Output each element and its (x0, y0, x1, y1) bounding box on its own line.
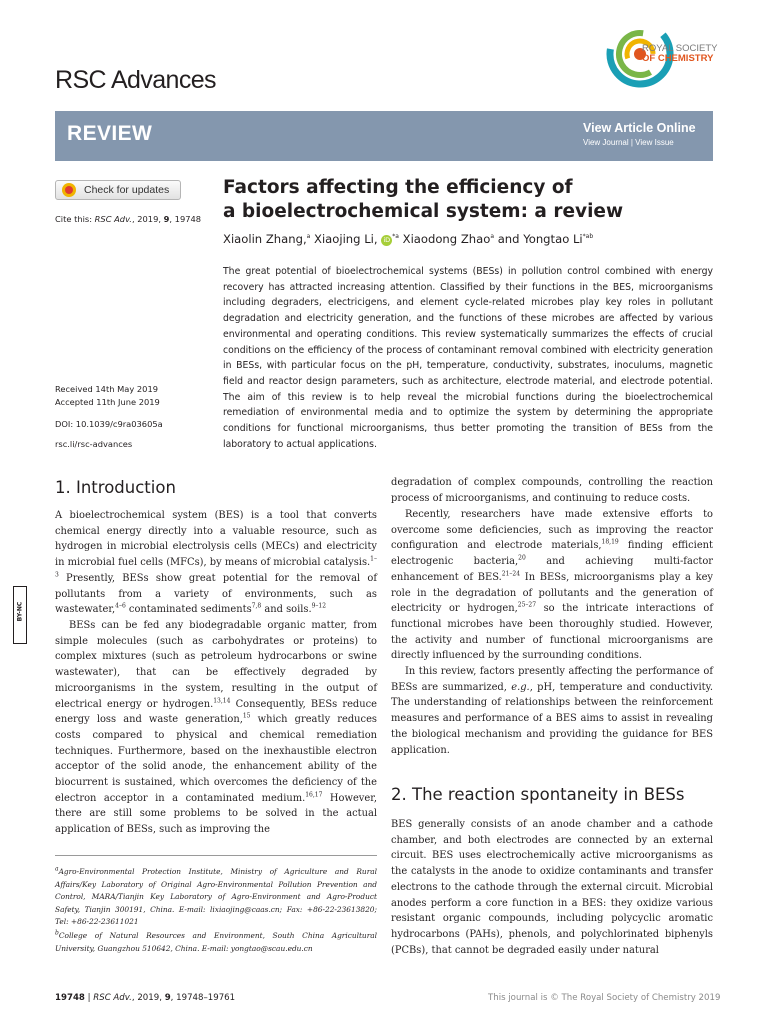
title-line-2: a bioelectrochemical system: a review (223, 201, 624, 222)
title-line-1: Factors affecting the efficiency of (223, 177, 573, 198)
section-heading-introduction: 1. Introduction (55, 478, 176, 497)
footer-sep: | (84, 993, 94, 1003)
author-affil: *ab (582, 233, 594, 241)
footer-pages: , 19748–19761 (170, 993, 236, 1003)
intro-paragraph-5: In this review, factors presently affecting the performance of BESs are summarized, e.g., pH, temperature and conductivity. The understanding of relationships between the reinforcement measures and performance of a BES aims to assist in revealing the biological mechanism and providing the guidance for BES application. (391, 666, 713, 756)
abstract: The great potential of bioelectrochemical systems (BESs) in pollution control combined with energy recovery has attracted increasing attention. Classified by their functions in the BES, microorganisms including degraders, electricigens, and element cycle-related microbes play key roles in pollutant degradation and electricity generation, and the functions of these microbes are affected by various environmental and operating conditions. This review systematically summarizes the effects of crucial conditions on the efficiency of the process of contaminant removal combined with electricity generation in BESs, with particular focus on the pH, temperature, conductivity, substrates, inoculums, magnetic field and reactor design parameters, such as architecture, electrode material, and electrode potential. The aim of this review is to help reveal the microbial functions during the bioelectrochemical remediation of environmental media and to optimize the system by determining the appropriate conditions for functional microorganisms, thus better promoting the transition of BESs from the laboratory to actual applications. (223, 266, 713, 450)
doi[interactable]: DOI: 10.1039/c9ra03605a (55, 419, 163, 429)
author-name[interactable]: and Yongtao Li (494, 232, 583, 246)
article-type-label: REVIEW (67, 122, 153, 145)
citation-ref[interactable]: 18,19 (601, 539, 619, 547)
review-banner (55, 111, 713, 161)
article-title (223, 176, 683, 224)
page-footer-citation (55, 993, 235, 1003)
author-list (223, 232, 593, 246)
received-date: Received 14th May 2019 (55, 384, 158, 394)
rsc-logo-line1: ROYAL SOCIETY (642, 43, 718, 54)
author-affil: a (490, 233, 495, 241)
page-number: 19748 (55, 993, 85, 1003)
cc-license-text: BY-NC (16, 601, 24, 622)
citation-ref[interactable]: 1–3 (55, 555, 377, 579)
footer-volume: 9 (164, 993, 171, 1003)
rsc-logo-text (642, 44, 718, 64)
footer-year: , 2019, (131, 993, 165, 1003)
footnote-a-marker: a (55, 865, 59, 873)
footnote-a-text: Agro-Environmental Protection Institute, Ministry of Agriculture and Rural Affairs/Key Laboratory of Original Agro-Environmental Pollution Prevention and Control, MARA/Tianjin Key Laboratory of Agro-Environment and Agro-Product Safety, Tianjin 300191, China. E-mail: lixiaojing@caas.cn; Fax: +86-22-23613820; Tel: +86-22-23611021 (55, 867, 377, 927)
citation-ref[interactable]: 4–6 (115, 602, 126, 610)
check-updates-label[interactable]: Check for updates (84, 184, 170, 196)
footnote-b-marker: b (55, 929, 59, 937)
citation-ref[interactable]: 25–27 (517, 601, 537, 609)
citation-ref[interactable]: 9–12 (311, 602, 327, 610)
author-name[interactable]: Xiaolin Zhang, (223, 232, 307, 246)
intro-paragraph-1: A bioelectrochemical system (BES) is a tool that converts chemical energy directly into a valuable resource, such as hydrogen in microbial electrolysis cells (MECs) and electricity in microbial fuel cells (MFCs), by means of microbial catalysis.$^{1-3}$ Presently, BESs show great potential for the removal of pollutants from a variety of environments, such as wastewater,$^{4-6}$ contaminated sediments$^{7,8}$ and soils.$^{9-12}$ (55, 510, 377, 616)
journal-title: RSC Advances (55, 66, 216, 94)
footnote-rule (55, 855, 377, 856)
citation-ref[interactable]: 21–24 (501, 570, 521, 578)
footnote-b-text: College of Natural Resources and Environment, South China Agricultural University, Guangzhou 510642, China. E-mail: yongtao@scau.edu.cn (55, 931, 377, 953)
author-affil: a (306, 233, 311, 241)
citation-ref[interactable]: 16,17 (305, 791, 323, 799)
author-affil: *a (392, 233, 399, 241)
footer-journal: RSC Adv. (93, 993, 132, 1003)
citation-ref[interactable]: 15 (242, 712, 251, 720)
orcid-icon[interactable]: iD (381, 235, 392, 246)
view-article-online-link[interactable]: View Article Online (583, 121, 696, 135)
citation-ref[interactable]: 13,14 (213, 697, 231, 705)
intro-paragraph-3: degradation of complex compounds, controlling the reaction process of microorganisms, and continuing to reduce costs. (391, 477, 713, 504)
cite-journal: RSC Adv. (94, 214, 132, 224)
view-journal-issue-links[interactable]: View Journal | View Issue (583, 138, 674, 147)
check-updates-icon-inner (65, 186, 73, 194)
citation-ref[interactable]: 7,8 (251, 602, 262, 610)
cite-volume: 9 (163, 214, 170, 224)
footnote-a (55, 866, 377, 929)
author-name[interactable]: Xiaojing Li, (310, 232, 378, 246)
citation (55, 214, 201, 224)
intro-paragraph-4: Recently, researchers have made extensive efforts to overcome some deficiencies, such as improving the reactor configuration and electrode materials,$^{18,19}$ finding efficient electrogenic bacteria,$^{20}$ and achieving multi-factor enhancement of BES.$^{21-24}$ In BESs, microorganisms play a key role in the degradation of pollutants and the generation of electricity or hydrogen,$^{25-27}$ so the intricate interactions of functional microbes have been thoroughly studied. However, the activity and number of functional microorganisms are directly influenced by the surrounding conditions. (391, 509, 714, 662)
journal-url[interactable]: rsc.li/rsc-advances (55, 439, 133, 449)
copyright-notice: This journal is © The Royal Society of Chemistry 2019 (488, 993, 721, 1003)
cite-label: Cite this: (55, 214, 93, 224)
citation-ref[interactable]: 20 (518, 554, 526, 562)
cite-pages: , 19748 (169, 214, 202, 224)
rsc-logo-line2: OF CHEMISTRY (642, 53, 714, 64)
footnote-b (55, 930, 377, 955)
cite-year: , 2019, (131, 214, 164, 224)
intro-paragraph-2: BESs can be fed any biodegradable organic matter, from simple molecules (such as carbohydrates or proteins) to complex mixtures (such as petroleum hydrocarbons or swine wastewater), that can be effectively degraded by microorganisms in the system, resulting in the output of electrical energy or hydrogen.$^{13,14}$ Consequently, BESs reduce energy loss and waste generation,$^{15}$ which greatly reduces costs compared to physical and chemical remediation techniques. Furthermore, based on the inexhaustible electron acceptor of the solid anode, the enhancement ability of the biocurrent is sustained, which overcomes the deficiency of the electron acceptor in a contaminated medium.$^{16,17}$ However, there are still some problems to be solved in the actual application of BESs, such as improving the (55, 620, 377, 836)
author-name[interactable]: Xiaodong Zhao (398, 232, 491, 246)
accepted-date: Accepted 11th June 2019 (55, 397, 160, 407)
spontaneity-paragraph-1: BES generally consists of an anode chamber and a cathode chamber, and both electrodes are connected by an external circuit. BES uses electrochemically active microorganisms as the catalysts in the anode to oxidize contaminants and transfer electrons to the cathode through the external circuit. Microbial anodes perform a core function in a BES: they oxidize various resistant organic compounds, including polycyclic aromatic hydrocarbons (PAHs), phenols, and polychlorinated biphenyls (PCBs), that cannot be degraded easily under natural (391, 819, 713, 956)
section-heading-spontaneity: 2. The reaction spontaneity in BESs (391, 785, 685, 804)
